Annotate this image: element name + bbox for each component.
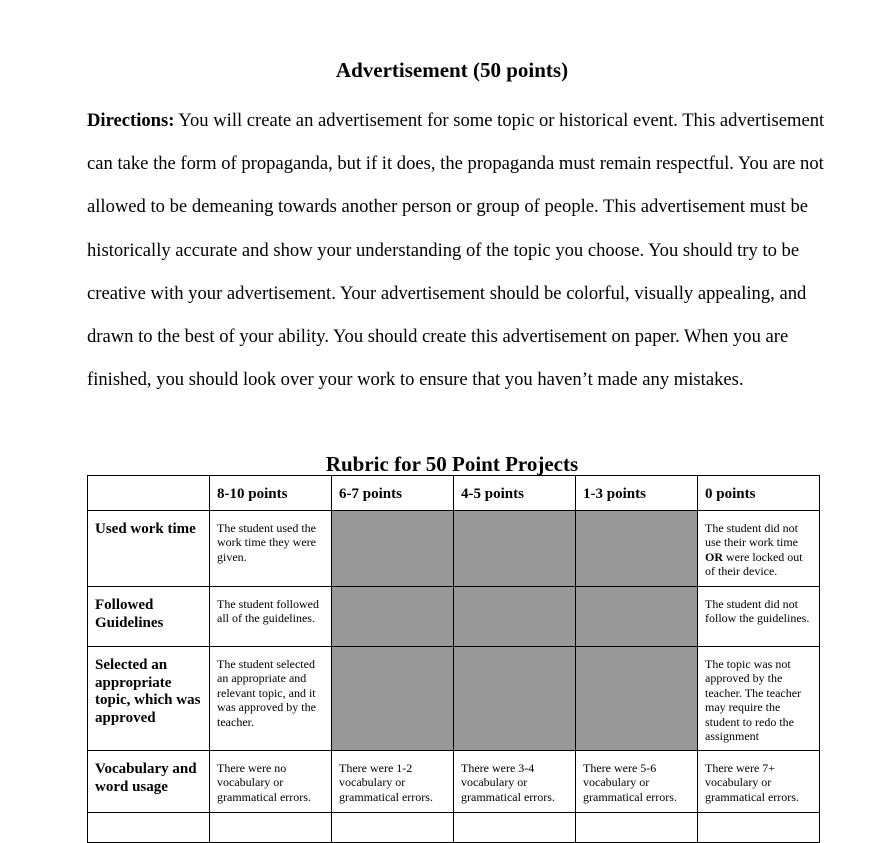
cell-8-10: The student selected an appropriate and relevant topic, and it was approved by the teacher. [210,647,332,751]
rubric-row-used-work-time [88,511,820,587]
empty-cell [88,813,210,843]
shaded-cell [332,511,454,587]
cell-0 [698,511,820,587]
cell-0: The student did not follow the guidelines. [698,587,820,647]
empty-cell [210,813,332,843]
rubric-row-selected-topic [88,647,820,751]
empty-cell [454,813,576,843]
row-label: Followed Guidelines [88,587,210,647]
header-empty [88,476,210,511]
rubric-row-vocabulary [88,751,820,813]
shaded-cell [454,511,576,587]
header-6-7-points: 6-7 points [332,476,454,511]
shaded-cell [454,647,576,751]
row-label: Selected an appropriate topic, which was approved [88,647,210,751]
rubric-row-followed-guidelines [88,587,820,647]
cell-6-7: There were 1-2 vocabulary or grammatical errors. [332,751,454,813]
cell-8-10: The student used the work time they were given. [210,511,332,587]
cell-0: There were 7+ vocabulary or grammatical errors. [698,751,820,813]
cell-0-text-part1: The student did not use their work time [705,521,798,550]
directions-label: Directions: [87,110,175,131]
header-1-3-points: 1-3 points [576,476,698,511]
cell-8-10: The student followed all of the guidelines. [210,587,332,647]
empty-cell [698,813,820,843]
row-label: Used work time [88,511,210,587]
header-8-10-points: 8-10 points [210,476,332,511]
cell-4-5: There were 3-4 vocabulary or grammatical errors. [454,751,576,813]
empty-cell [332,813,454,843]
rubric-header-row [88,476,820,511]
row-label: Vocabulary and word usage [88,751,210,813]
rubric-title: Rubric for 50 Point Projects [325,452,579,476]
shaded-cell [576,647,698,751]
shaded-cell [332,647,454,751]
page-title: Advertisement (50 points) [335,58,569,82]
shaded-cell [332,587,454,647]
cell-0-text-bold: OR [705,549,723,564]
shaded-cell [576,587,698,647]
cell-8-10: There were no vocabulary or grammatical errors. [210,751,332,813]
cell-0-text-part2: were locked out of their device. [705,549,803,579]
directions-text: You will create an advertisement for some topic or historical event. This advertisement can take the form of propaganda, but if it does, the propaganda must remain respectful. You are not allowed to be demeaning towards another person or group of people. This advertisement must be historically accurate and show your understanding of the topic you choose. You should try to be creative with your advertisement. Your advertisement should be colorful, visually appealing, and drawn to the best of your ability. You should create this advertisement on paper. When you are finished, you should look over your work to ensure that you haven’t made any mistakes. [87,110,825,391]
shaded-cell [576,511,698,587]
rubric-table [87,475,820,843]
cell-0: The topic was not approved by the teacher. The teacher may require the student to redo the assignment [698,647,820,751]
empty-cell [576,813,698,843]
directions-paragraph [87,99,847,401]
header-4-5-points: 4-5 points [454,476,576,511]
rubric-row-cut-off [88,813,820,843]
shaded-cell [454,587,576,647]
cell-1-3: There were 5-6 vocabulary or grammatical errors. [576,751,698,813]
header-0-points: 0 points [698,476,820,511]
